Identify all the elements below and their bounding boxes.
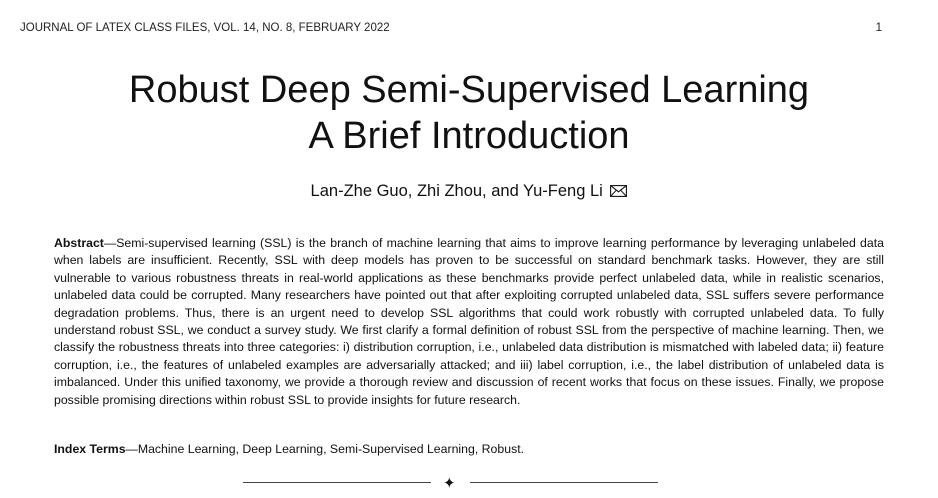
abstract xyxy=(54,235,884,409)
divider-line-left xyxy=(243,482,431,483)
section-divider xyxy=(0,475,938,492)
divider-star-icon: ✦ xyxy=(443,475,456,492)
journal-header: JOURNAL OF LATEX CLASS FILES, VOL. 14, NO. 8, FEBRUARY 2022 xyxy=(20,22,390,34)
title-line-2: A Brief Introduction xyxy=(308,115,630,157)
title-line-1: Robust Deep Semi-Supervised Learning xyxy=(128,69,810,111)
abstract-label: Abstract xyxy=(54,236,104,250)
index-terms-label: Index Terms xyxy=(54,442,126,456)
paper-title xyxy=(0,67,938,159)
page-number: 1 xyxy=(875,22,882,34)
envelope-icon xyxy=(610,183,627,202)
index-terms xyxy=(54,441,884,458)
authors-text: Lan-Zhe Guo, Zhi Zhou, and Yu-Feng Li xyxy=(310,182,603,200)
index-terms-text: —Machine Learning, Deep Learning, Semi-Supervised Learning, Robust. xyxy=(125,442,525,456)
abstract-text: —Semi-supervised learning (SSL) is the branch of machine learning that aims to improve learning performance by leveraging unlabeled data when labels are insufficient. Recently, SSL with deep models has proven to be successful on standard benchmark tasks. However, they are still vulnerable to various robustness threats in real-world applications as these benchmarks provide perfect unlabeled data, while in realistic scenarios, unlabeled data could be corrupted. Many researchers have pointed out that after exploiting corrupted unlabeled data, SSL suffers severe performance degradation problems. Thus, there is an urgent need to develop SSL algorithms that could work robustly with corrupted unlabeled data. To fully understand robust SSL, we conduct a survey study. We first clarify a formal definition of robust SSL from the perspective of machine learning. Then, we classify the robustness threats into three categories: i) distribution corruption, i.e., unlabeled data distribution is mismatched with labeled data; ii) feature corruption, i.e., the features of unlabeled examples are adversarially attacked; and iii) label corruption, i.e., the label distribution of unlabeled data is imbalanced. Under this unified taxonomy, we provide a thorough review and discussion of recent works that focus on these issues. Finally, we propose possible promising directions within robust SSL to provide insights for future research. xyxy=(54,236,884,407)
divider-line-right xyxy=(470,482,658,483)
author-list xyxy=(0,182,938,202)
